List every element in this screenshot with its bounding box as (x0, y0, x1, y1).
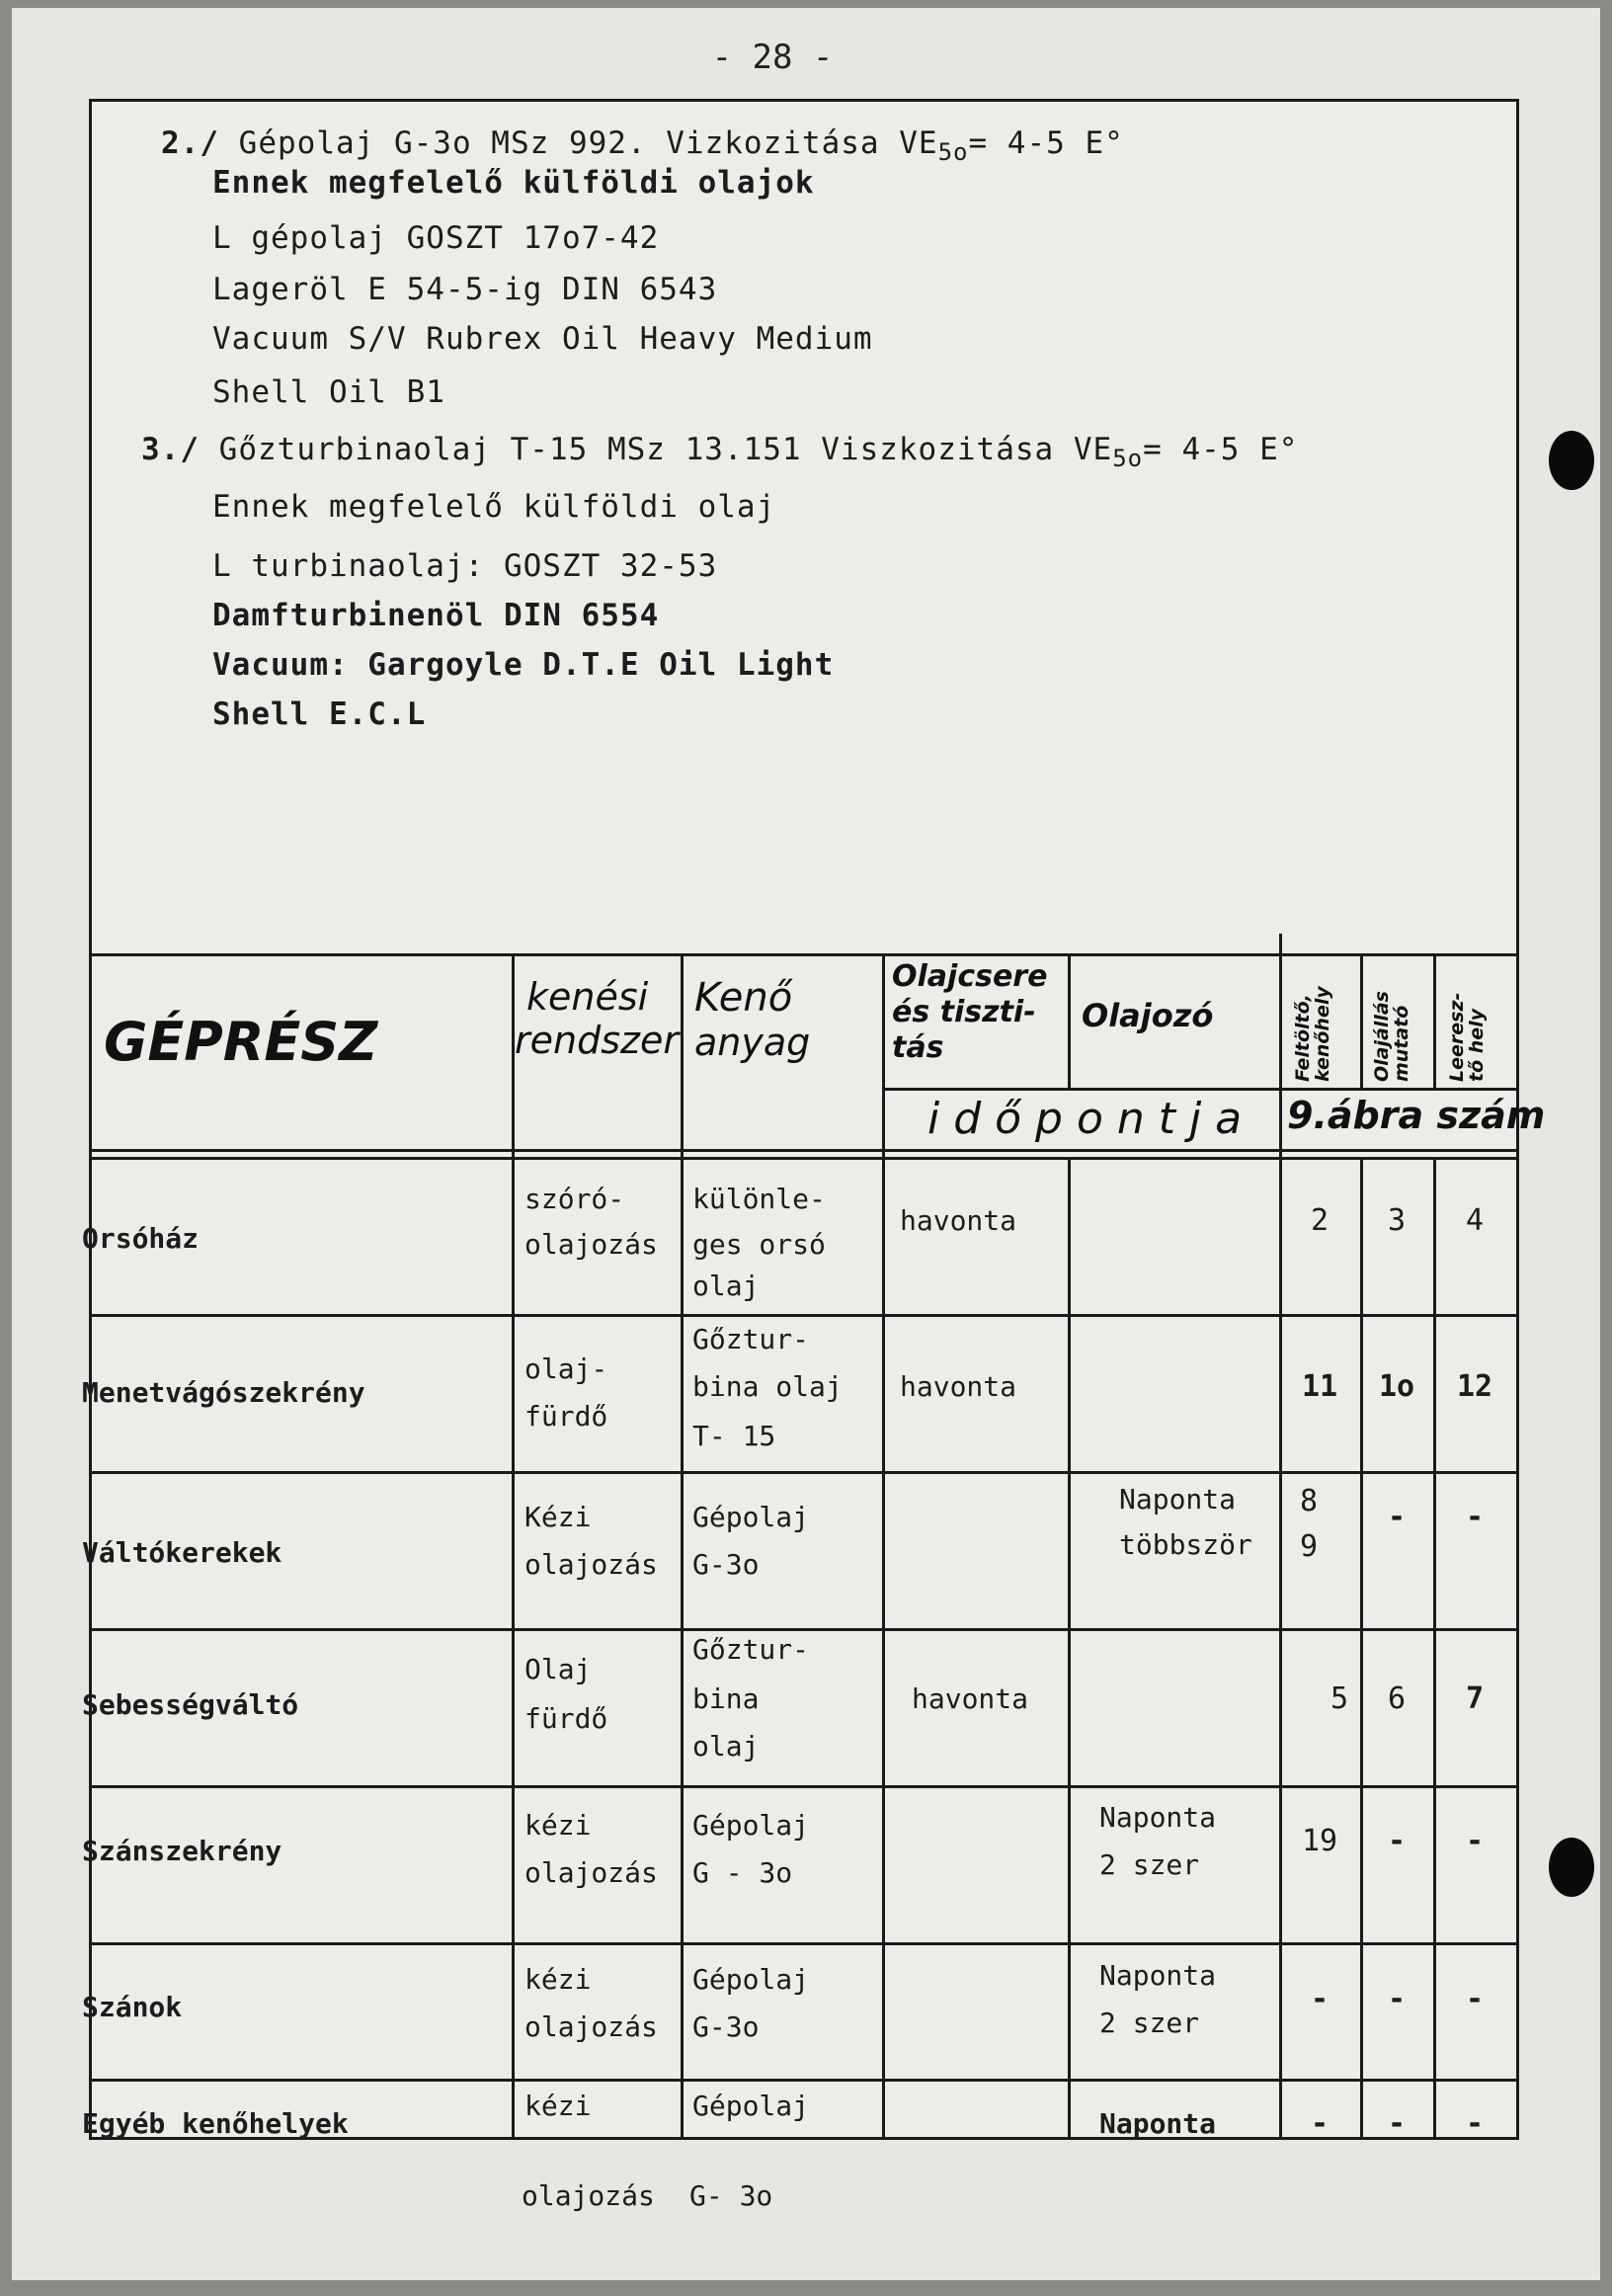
row-level: - (1387, 2106, 1407, 2141)
table-row-part: Szánok (82, 1991, 183, 2023)
row-oiler: 2 szer (1099, 2007, 1200, 2039)
equivalent-oil: L gépolaj GOSZT 17o7-42 (212, 220, 660, 256)
row-system: szóró- (524, 1183, 625, 1215)
row-lubricant: Gépolaj (692, 1809, 810, 1842)
header-system-2: rendszer (515, 1019, 679, 1062)
row-refill: - (1310, 2106, 1330, 2141)
row-lubricant: Gépolaj (692, 1501, 810, 1533)
row-refill: 19 (1301, 1824, 1338, 1858)
row-system: olajozás (524, 1856, 658, 1889)
row-lubricant: G - 3o (692, 1856, 793, 1889)
header-oil-change-2: és tiszti- (892, 995, 1036, 1029)
row-system: fürdő (524, 1400, 608, 1433)
header-oil-change-1: Olajcsere (892, 959, 1048, 994)
viscosity-value: = 4-5 E° (968, 125, 1124, 161)
row-drain: 12 (1456, 1369, 1493, 1404)
spec-heading: Gőzturbinaolaj T-15 MSz 13.151 Viszkozitása (218, 432, 1055, 467)
row-oiler: 2 szer (1099, 1848, 1200, 1881)
header-drain: Leeresz- tő hely (1446, 992, 1488, 1082)
row-drain: 4 (1465, 1203, 1485, 1238)
header-level: Olajállás mutató (1371, 991, 1412, 1082)
row-lubricant: Gépolaj (692, 2090, 810, 2122)
row-lubricant-cont: G- 3o (689, 2179, 773, 2212)
row-lubricant: Gőztur- (692, 1633, 810, 1666)
viscosity-value: = 4-5 E° (1143, 432, 1299, 467)
table-row-part: Orsóház (82, 1222, 200, 1255)
equivalent-oil: Lageröl E 54-5-ig DIN 6543 (212, 272, 718, 307)
page-frame (82, 99, 1546, 2141)
row-system: Kézi (524, 1501, 592, 1533)
row-system: kézi (524, 1963, 592, 1996)
punch-hole (1549, 431, 1594, 490)
header-refill: Feltöltő, kenőhely (1292, 986, 1333, 1082)
row-level: - (1387, 1500, 1407, 1534)
row-lubricant: G-3o (692, 1548, 760, 1581)
document-page (12, 8, 1600, 2280)
row-lubricant: bina olaj (692, 1370, 843, 1403)
row-lubricant: G-3o (692, 2010, 760, 2043)
row-system: kézi (524, 2090, 592, 2122)
row-refill: - (1310, 1982, 1330, 2016)
table-row-part: Sebességváltó (82, 1688, 299, 1721)
row-change: havonta (900, 1204, 1017, 1237)
row-oiler: többször (1119, 1528, 1252, 1561)
row-drain: - (1465, 2106, 1485, 2141)
row-refill: 2 (1310, 1203, 1330, 1238)
row-system: fürdő (524, 1702, 608, 1735)
row-lubricant: T- 15 (692, 1420, 776, 1452)
equivalent-oil: Damfturbinenöl DIN 6554 (212, 598, 660, 633)
row-drain: - (1465, 1500, 1485, 1534)
row-drain: 7 (1465, 1681, 1485, 1716)
punch-hole (1549, 1838, 1594, 1897)
header-lubricant-1: Kenő (694, 975, 793, 1021)
row-system: Olaj (524, 1653, 592, 1685)
header-timing: i d ő p o n t j a (927, 1094, 1243, 1144)
row-change: havonta (900, 1370, 1017, 1403)
row-level: - (1387, 1982, 1407, 2016)
row-system-cont: olajozás (522, 2179, 655, 2212)
table-row-part: Egyéb kenőhelyek (82, 2107, 349, 2140)
row-system: olaj- (524, 1353, 608, 1385)
row-system: olajozás (524, 2010, 658, 2043)
header-system-1: kenési (526, 975, 649, 1019)
row-level: 1o (1378, 1369, 1415, 1404)
row-lubricant: olaj (692, 1730, 760, 1763)
row-system: olajozás (524, 1548, 658, 1581)
row-system: olajozás (524, 1228, 658, 1261)
header-part: GÉPRÉSZ (104, 1011, 378, 1073)
row-lubricant: Gőztur- (692, 1323, 810, 1355)
equivalent-oil: Vacuum S/V Rubrex Oil Heavy Medium (212, 321, 873, 357)
spec-intro: Ennek megfelelő külföldi olajok (212, 165, 815, 201)
page-number: - 28 - (711, 38, 834, 77)
header-figure: 9.ábra szám (1287, 1094, 1546, 1137)
viscosity-label: $VE_{5o}$ (1073, 432, 1144, 473)
row-system: kézi (524, 1809, 592, 1842)
equivalent-oil: L turbinaolaj: GOSZT 32-53 (212, 548, 718, 584)
row-change: havonta (912, 1682, 1029, 1715)
row-drain: - (1465, 1824, 1485, 1858)
row-refill: 8 9 (1299, 1484, 1319, 1564)
spec-intro: Ennek megfelelő külföldi olaj (212, 489, 776, 525)
row-drain: - (1465, 1982, 1485, 2016)
equivalent-oil: Shell E.C.L (212, 697, 427, 732)
table-row-part: Menetvágószekrény (82, 1376, 365, 1409)
row-refill: 5 (1330, 1681, 1348, 1716)
row-oiler: Naponta (1099, 1801, 1217, 1834)
header-oiler: Olajozó (1082, 997, 1214, 1034)
table-row-part: Váltókerekek (82, 1536, 282, 1569)
row-level: - (1387, 1824, 1407, 1858)
equivalent-oil: Vacuum: Gargoyle D.T.E Oil Light (212, 647, 835, 683)
row-oiler: Naponta (1119, 1483, 1237, 1516)
spec-number: 3./ (141, 432, 200, 467)
row-oiler: Naponta (1099, 2107, 1217, 2140)
row-refill: 11 (1301, 1369, 1338, 1404)
viscosity-label: $VE_{5o}$ (899, 125, 969, 167)
row-lubricant: ges orsó (692, 1228, 826, 1261)
spec-heading: Gépolaj G-3o MSz 992. Vizkozitása (238, 125, 880, 161)
equivalent-oil: Shell Oil B1 (212, 374, 445, 410)
row-lubricant: különle- (692, 1183, 826, 1215)
header-lubricant-2: anyag (694, 1021, 811, 1064)
row-level: 6 (1387, 1681, 1407, 1716)
table-row-part: Szánszekrény (82, 1835, 282, 1867)
row-lubricant: bina (692, 1682, 760, 1715)
row-oiler: Naponta (1099, 1959, 1217, 1992)
row-lubricant: olaj (692, 1270, 760, 1302)
header-oil-change-3: tás (892, 1030, 944, 1065)
spec-number: 2./ (161, 125, 219, 161)
row-lubricant: Gépolaj (692, 1963, 810, 1996)
row-level: 3 (1387, 1203, 1407, 1238)
